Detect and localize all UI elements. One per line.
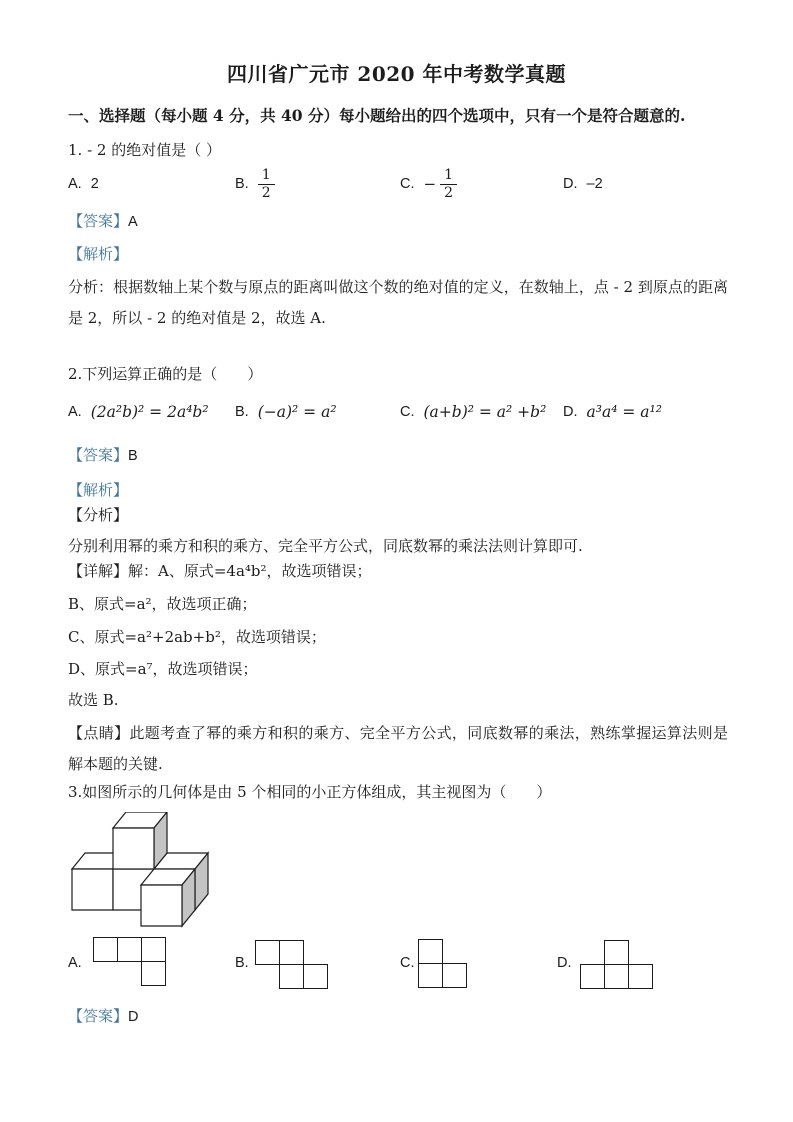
q2-analysis-paragraph: 分别利用幂的乘方和积的乘方、完全平方公式，同底数幂的乘法法则计算即可.: [68, 537, 583, 555]
cube-stack-figure: [70, 812, 210, 928]
q2-option-b-formula: (−a)² = a²: [257, 403, 337, 421]
q1-option-a: [68, 160, 99, 208]
answer-label: 【答案】: [68, 212, 129, 230]
q1-option-b-fraction: [258, 167, 275, 202]
q1-option-d-letter: D.: [563, 176, 578, 192]
q1-explain-line: [68, 243, 128, 264]
q2-tip-paragraph: [68, 718, 728, 779]
q2-option-b: [235, 393, 337, 431]
q2-option-a-formula: (2a²b)² = 2a⁴b²: [90, 403, 209, 421]
detail-label: 【详解】: [68, 562, 129, 580]
q3-option-d-figure: [580, 940, 655, 990]
q3-option-c-figure: [418, 939, 468, 989]
q1-answer-value: A: [128, 214, 138, 230]
q1-option-d: [563, 160, 603, 208]
explain-label: 【解析】: [68, 245, 129, 263]
fraction-numerator: 1: [261, 166, 271, 183]
q3-option-b-letter: B.: [235, 955, 249, 971]
tip-label: 【点睛】: [68, 724, 130, 742]
minus-sign: −: [423, 175, 437, 193]
q2-option-c-letter: C.: [400, 404, 415, 420]
fraction-numerator: 1: [444, 166, 453, 183]
q2-option-d: [563, 393, 662, 431]
q2-option-d-letter: D.: [563, 404, 578, 420]
q2-analysis-label-line: [68, 504, 128, 525]
q1-option-c-letter: C.: [400, 176, 415, 192]
q2-option-c: [400, 393, 546, 431]
q2-option-a-letter: A.: [68, 404, 82, 420]
q1-option-b-letter: B.: [235, 176, 249, 192]
q2-conclusion-line: 故选 B.: [68, 691, 119, 709]
section-header: 一、选择题（每小题 4 分，共 40 分）每小题给出的四个选项中，只有一个是符合题意的.: [68, 106, 686, 125]
q2-options-row: [0, 393, 793, 431]
q3-option-a-figure: [93, 937, 168, 987]
answer-label: 【答案】: [68, 446, 129, 464]
q2-option-a: [68, 393, 209, 431]
q2-option-d-formula: a³a⁴ = a¹²: [586, 403, 662, 421]
q1-option-d-value: –2: [586, 176, 603, 192]
q1-analysis-paragraph: 分析：根据数轴上某个数与原点的距离叫做这个数的绝对值的定义，在数轴上，点 - 2 到原点的距离是 2，所以 - 2 的绝对值是 2，故选 A.: [68, 278, 728, 327]
q1-option-b: [235, 160, 275, 208]
cube-front-face: [113, 828, 154, 869]
q3-option-d-letter: D.: [557, 955, 572, 971]
analysis-label: 【分析】: [68, 506, 129, 524]
q1-options-row: [0, 160, 793, 208]
q1-option-a-letter: A.: [68, 176, 82, 192]
q1-option-c-fraction: [440, 167, 457, 202]
q1-stem: 1. - 2 的绝对值是（ ）: [68, 141, 221, 159]
q2-tip-text: 此题考查了幂的乘方和积的乘方、完全平方公式，同底数幂的乘法，熟练掌握运算法则是解本题的关键.: [68, 724, 728, 773]
q1-answer-line: [68, 210, 138, 231]
q3-option-a-letter: A.: [68, 955, 82, 971]
q2-explain-line: [68, 479, 128, 500]
q3-answer-line: [68, 1005, 139, 1026]
q3-option-c-letter: C.: [400, 955, 415, 971]
q2-detail-head: 解：A、原式=4a⁴b²，故选项错误；: [128, 562, 372, 580]
q1-option-a-value: 2: [90, 176, 99, 192]
page-title: 四川省广元市 2020 年中考数学真题: [226, 62, 567, 86]
cube-front-face: [72, 869, 113, 910]
cube-front-face: [141, 885, 182, 926]
q2-detail-line-b: B、原式=a²，故选项正确；: [68, 595, 257, 613]
q2-answer-line: [68, 444, 138, 465]
explain-label: 【解析】: [68, 481, 129, 499]
q3-options-row: [0, 933, 793, 1009]
q2-option-c-formula: (a+b)² = a² +b²: [423, 403, 547, 421]
answer-label: 【答案】: [68, 1007, 129, 1025]
fraction-denominator: 2: [258, 184, 275, 202]
q1-option-c: [400, 160, 457, 208]
q2-detail-line: [68, 560, 372, 581]
q2-detail-line-d: D、原式=a⁷，故选项错误；: [68, 660, 258, 678]
q3-stem: 3.如图所示的几何体是由 5 个相同的小正方体组成，其主视图为（ ）: [68, 783, 552, 801]
fraction-denominator: 2: [440, 184, 457, 202]
q3-answer-value: D: [128, 1009, 139, 1025]
q2-detail-line-c: C、原式=a²+2ab+b²，故选项错误；: [68, 628, 326, 646]
q2-answer-value: B: [128, 448, 138, 464]
q3-option-b-figure: [255, 940, 330, 990]
q2-stem: 2.下列运算正确的是（ ）: [68, 365, 263, 383]
q2-option-b-letter: B.: [235, 404, 249, 420]
